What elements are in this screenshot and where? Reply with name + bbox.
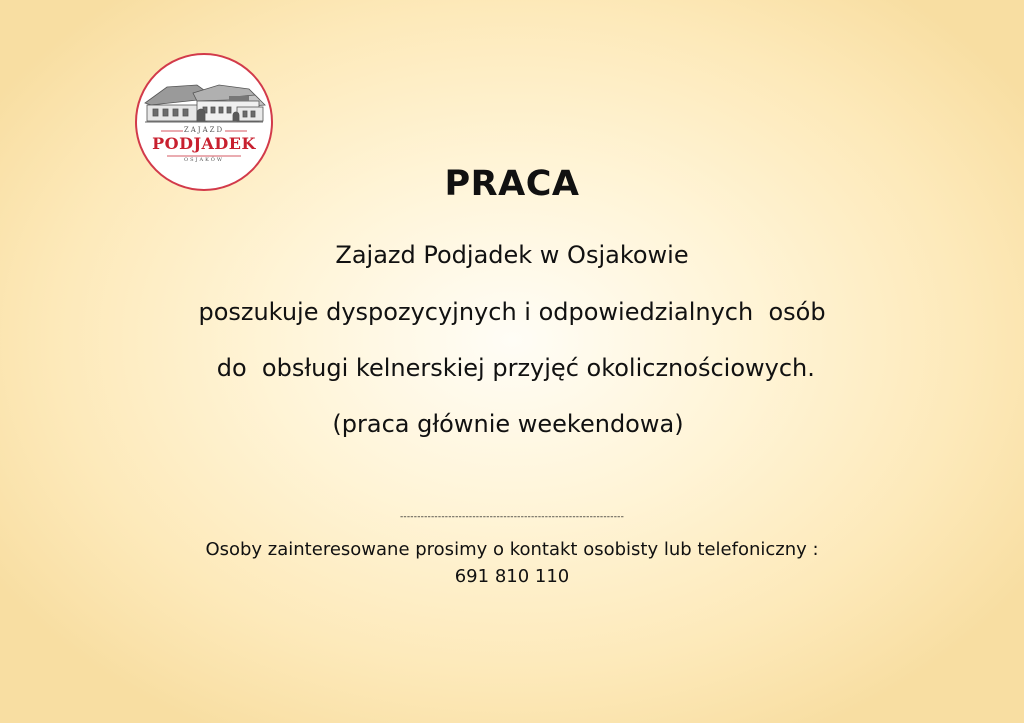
logo-top-text: ZAJAZD [183, 126, 225, 134]
contact-text: Osoby zainteresowane prosimy o kontakt osobisty lub telefoniczny : [205, 539, 819, 560]
notice-line-weekend: (praca głównie weekendowa) [332, 410, 684, 438]
logo-name: PODJADEK [152, 134, 256, 153]
logo-place: OSJAKÓW [184, 157, 224, 163]
divider-line: ----------------------------------------------------------------- [399, 512, 625, 522]
notice-line-service: do obsługi kelnerskiej przyjęć okolicznościowych. [209, 354, 815, 382]
phone-number: 691 810 110 [454, 566, 570, 587]
notice-line-seeking: poszukuje dyspozycyjnych i odpowiedzialnych osób [198, 298, 826, 326]
notice-title: PRACA [444, 164, 580, 204]
notice-line-company: Zajazd Podjadek w Osjakowie [335, 241, 689, 269]
